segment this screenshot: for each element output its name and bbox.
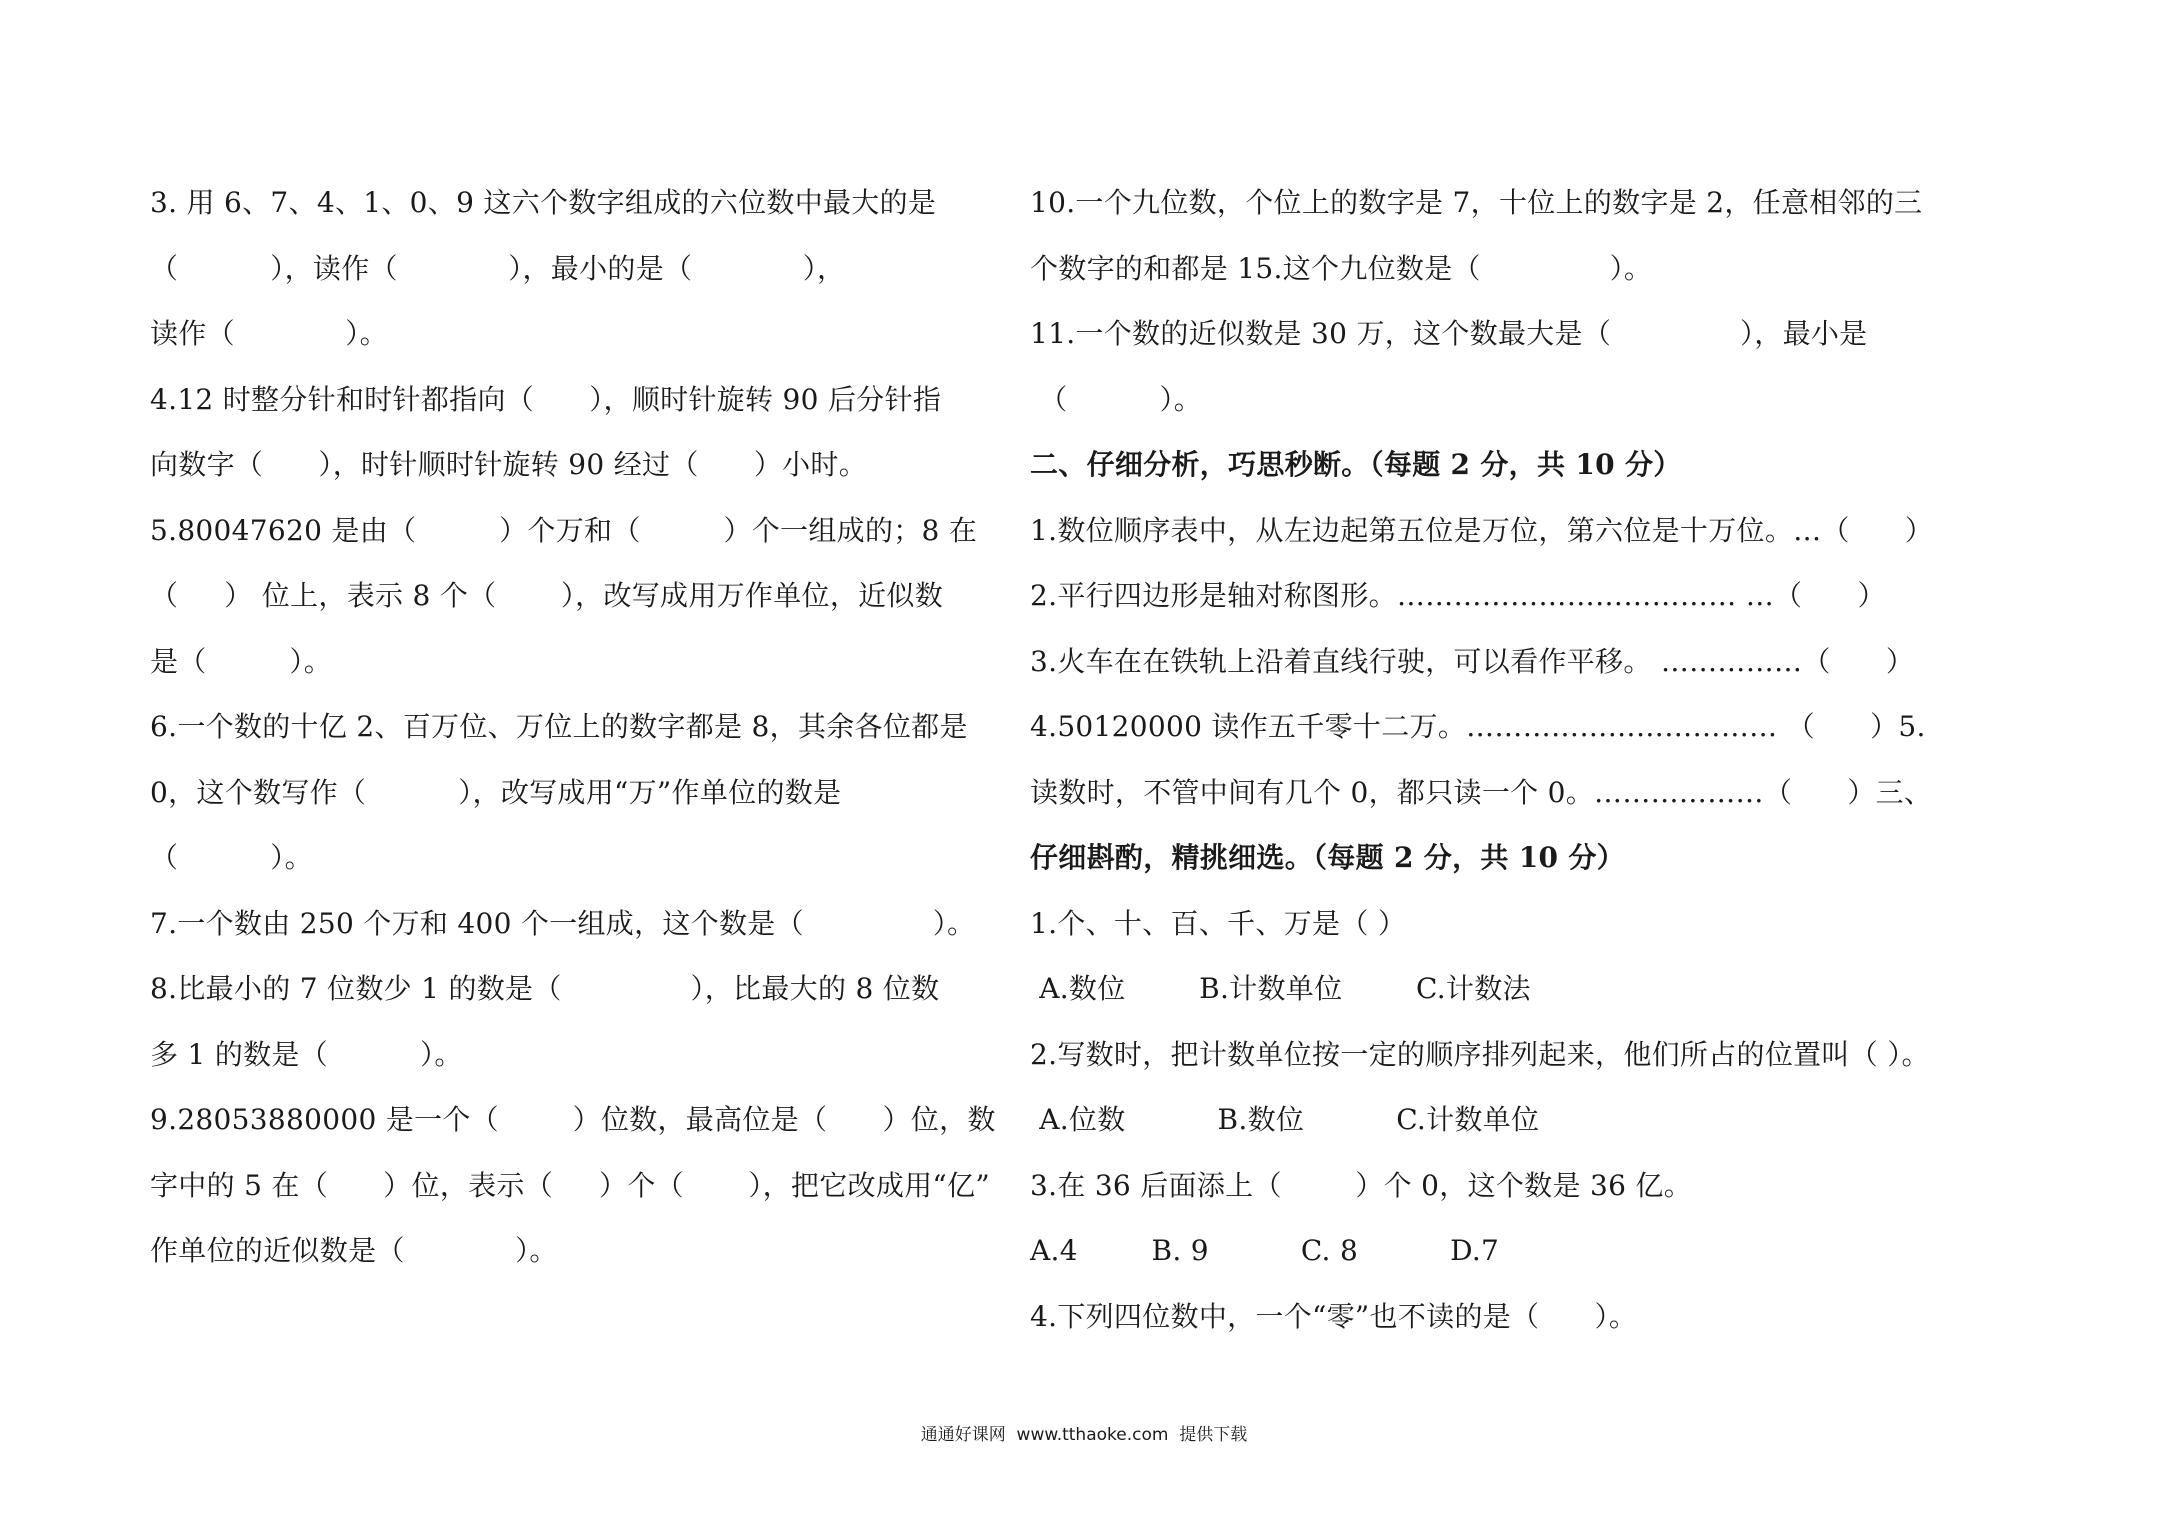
question-line: 1.个、十、百、千、万是（ ）	[1030, 906, 1407, 940]
question-line: 读数时，不管中间有几个 0，都只读一个 0。………………（ ）三、	[1030, 775, 1933, 809]
question-line: （ ），读作（ ），最小的是（ ），	[150, 251, 846, 285]
question-line: 6.一个数的十亿 2、百万位、万位上的数字都是 8，其余各位都是	[150, 710, 968, 743]
section-heading: 二、仔细分析，巧思秒断。（每题 2 分，共 10 分）	[1030, 448, 1682, 481]
question-line: （ ）。	[150, 841, 313, 874]
question-line: 5.80047620 是由（ ）个万和（ ）个一组成的；8 在	[150, 513, 978, 547]
question-line: 多 1 的数是（ ）。	[150, 1037, 463, 1071]
answer-options: A.4 B. 9 C. 8 D.7	[1030, 1234, 1500, 1267]
question-line: 0，这个数写作（ ），改写成用“万”作单位的数是	[150, 775, 842, 809]
question-line: （ ）。	[1030, 382, 1203, 416]
question-line: 3. 用 6、7、4、1、0、9 这六个数字组成的六位数中最大的是	[150, 186, 937, 219]
question-line: 个数字的和都是 15.这个九位数是（ ）。	[1030, 251, 1653, 285]
question-line: 8.比最小的 7 位数少 1 的数是（ ），比最大的 8 位数	[150, 972, 940, 1005]
question-line: 字中的 5 在（ ）位，表示（ ）个（ ），把它改成用“亿”	[150, 1168, 990, 1202]
answer-options: A.数位 B.计数单位 C.计数法	[1030, 972, 1531, 1005]
question-line: 4.50120000 读作五千零十二万。…………………………… （ ）5.	[1030, 710, 1926, 743]
question-line: 3.火车在在铁轨上沿着直线行驶，可以看作平移。 ……………（ ）	[1030, 644, 1915, 678]
question-line: 11.一个数的近似数是 30 万，这个数最大是（ ），最小是	[1030, 317, 1868, 350]
question-line: 1.数位顺序表中，从左边起第五位是万位，第六位是十万位。…（ ）	[1030, 513, 1934, 547]
left-column	[150, 175, 995, 1289]
question-line: 4.12 时整分针和时针都指向（ ），顺时针旋转 90 后分针指	[150, 382, 942, 416]
right-column	[1030, 175, 1990, 1354]
question-line: 向数字（ ），时针顺时针旋转 90 经过（ ）小时。	[150, 448, 868, 481]
answer-options: A.位数 B.数位 C.计数单位	[1030, 1103, 1540, 1136]
question-line: 3.在 36 后面添上（ ）个 0，这个数是 36 亿。	[1030, 1168, 1692, 1202]
question-line: （ ） 位上，表示 8 个（ ），改写成用万作单位，近似数	[150, 579, 944, 612]
question-line: 读作（ ）。	[150, 317, 388, 350]
question-line: 2.写数时，把计数单位按一定的顺序排列起来，他们所占的位置叫（ ）。	[1030, 1037, 1930, 1071]
question-line: 作单位的近似数是（ ）。	[150, 1234, 558, 1267]
question-line: 7.一个数由 250 个万和 400 个一组成，这个数是（ ）。	[150, 906, 976, 940]
question-line: 10.一个九位数，个位上的数字是 7，十位上的数字是 2，任意相邻的三	[1030, 186, 1923, 219]
section-heading: 仔细斟酌，精挑细选。（每题 2 分，共 10 分）	[1030, 841, 1625, 874]
question-line: 4.下列四位数中，一个“零”也不读的是（ ）。	[1030, 1299, 1638, 1333]
question-line: 是（ ）。	[150, 644, 333, 678]
footer-credit: 通通好课网 www.tthaoke.com 提供下载	[920, 1425, 1248, 1445]
question-line: 2.平行四边形是轴对称图形。……………………………… …（ ）	[1030, 579, 1886, 612]
question-line: 9.28053880000 是一个（ ）位数，最高位是（ ）位，数	[150, 1103, 996, 1136]
